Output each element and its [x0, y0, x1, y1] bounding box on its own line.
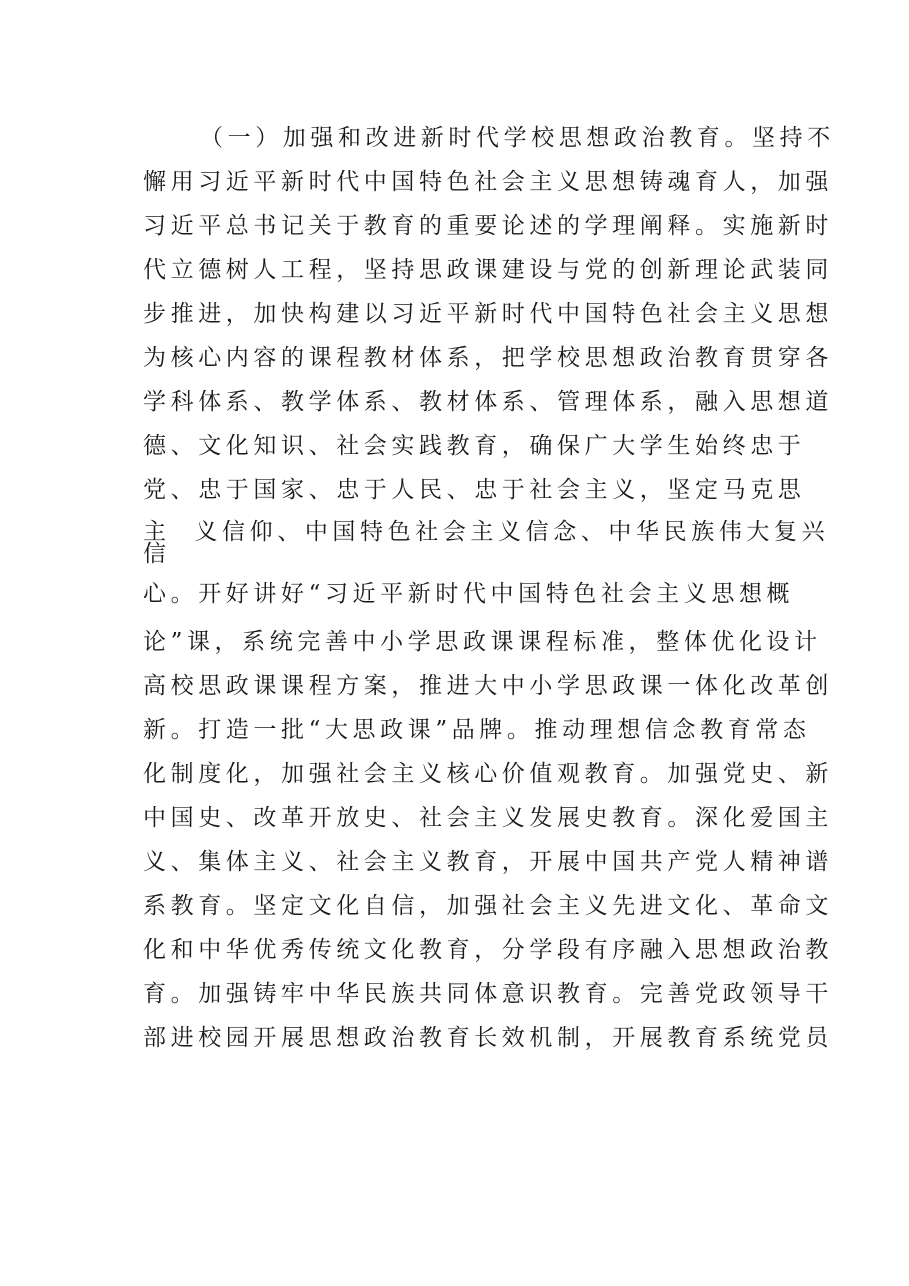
paragraph-line: 主 义信仰、中国特色社会主义信念、中华民族伟大复兴: [143, 519, 830, 545]
paragraph-line: 步推进，加快构建以习近平新时代中国特色社会主义思想: [143, 301, 833, 327]
paragraph-line: 化制度化，加强社会主义核心价值观教育。加强党史、新: [143, 761, 833, 787]
paragraph-line: 部进校园开展思想政治教育长效机制，开展教育系统党员: [143, 1025, 833, 1051]
paragraph-line: 党、忠于国家、忠于人民、忠于社会主义，坚定马克思: [143, 477, 806, 503]
paragraph-line: 义、集体主义、社会主义教育，开展中国共产党人精神谱: [143, 849, 833, 875]
paragraph-line: （一）加强和改进新时代学校思想政治教育。坚持不: [200, 125, 835, 151]
paragraph-line: 中国史、改革开放史、社会主义发展史教育。深化爱国主: [143, 805, 833, 831]
paragraph-line: 论”课，系统完善中小学思政课课程标准，整体优化设计: [143, 629, 822, 655]
paragraph-line: 德、文化知识、社会实践教育，确保广大学生始终忠于: [143, 433, 806, 459]
paragraph-line: 学科体系、教学体系、教材体系、管理体系，融入思想道: [143, 389, 833, 415]
paragraph-line: 心。开好讲好“习近平新时代中国特色社会主义思想概: [143, 581, 795, 607]
paragraph-line: 新。打造一批“大思政课”品牌。推动理想信念教育常态: [143, 717, 811, 743]
paragraph-line: 高校思政课课程方案，推进大中小学思政课一体化改革创: [143, 673, 833, 699]
paragraph-line: 系教育。坚定文化自信，加强社会主义先进文化、革命文: [143, 893, 833, 919]
paragraph-line: 化和中华优秀传统文化教育，分学段有序融入思想政治教: [143, 937, 833, 963]
paragraph-line: 懈用习近平新时代中国特色社会主义思想铸魂育人，加强: [143, 169, 833, 195]
paragraph-line: 习近平总书记关于教育的重要论述的学理阐释。实施新时: [143, 213, 833, 239]
paragraph-line: 信: [143, 541, 171, 567]
paragraph-line: 代立德树人工程，坚持思政课建设与党的创新理论武装同: [143, 257, 833, 283]
paragraph-line: 育。加强铸牢中华民族共同体意识教育。完善党政领导干: [143, 981, 833, 1007]
paragraph-line: 为核心内容的课程教材体系，把学校思想政治教育贯穿各: [143, 345, 833, 371]
